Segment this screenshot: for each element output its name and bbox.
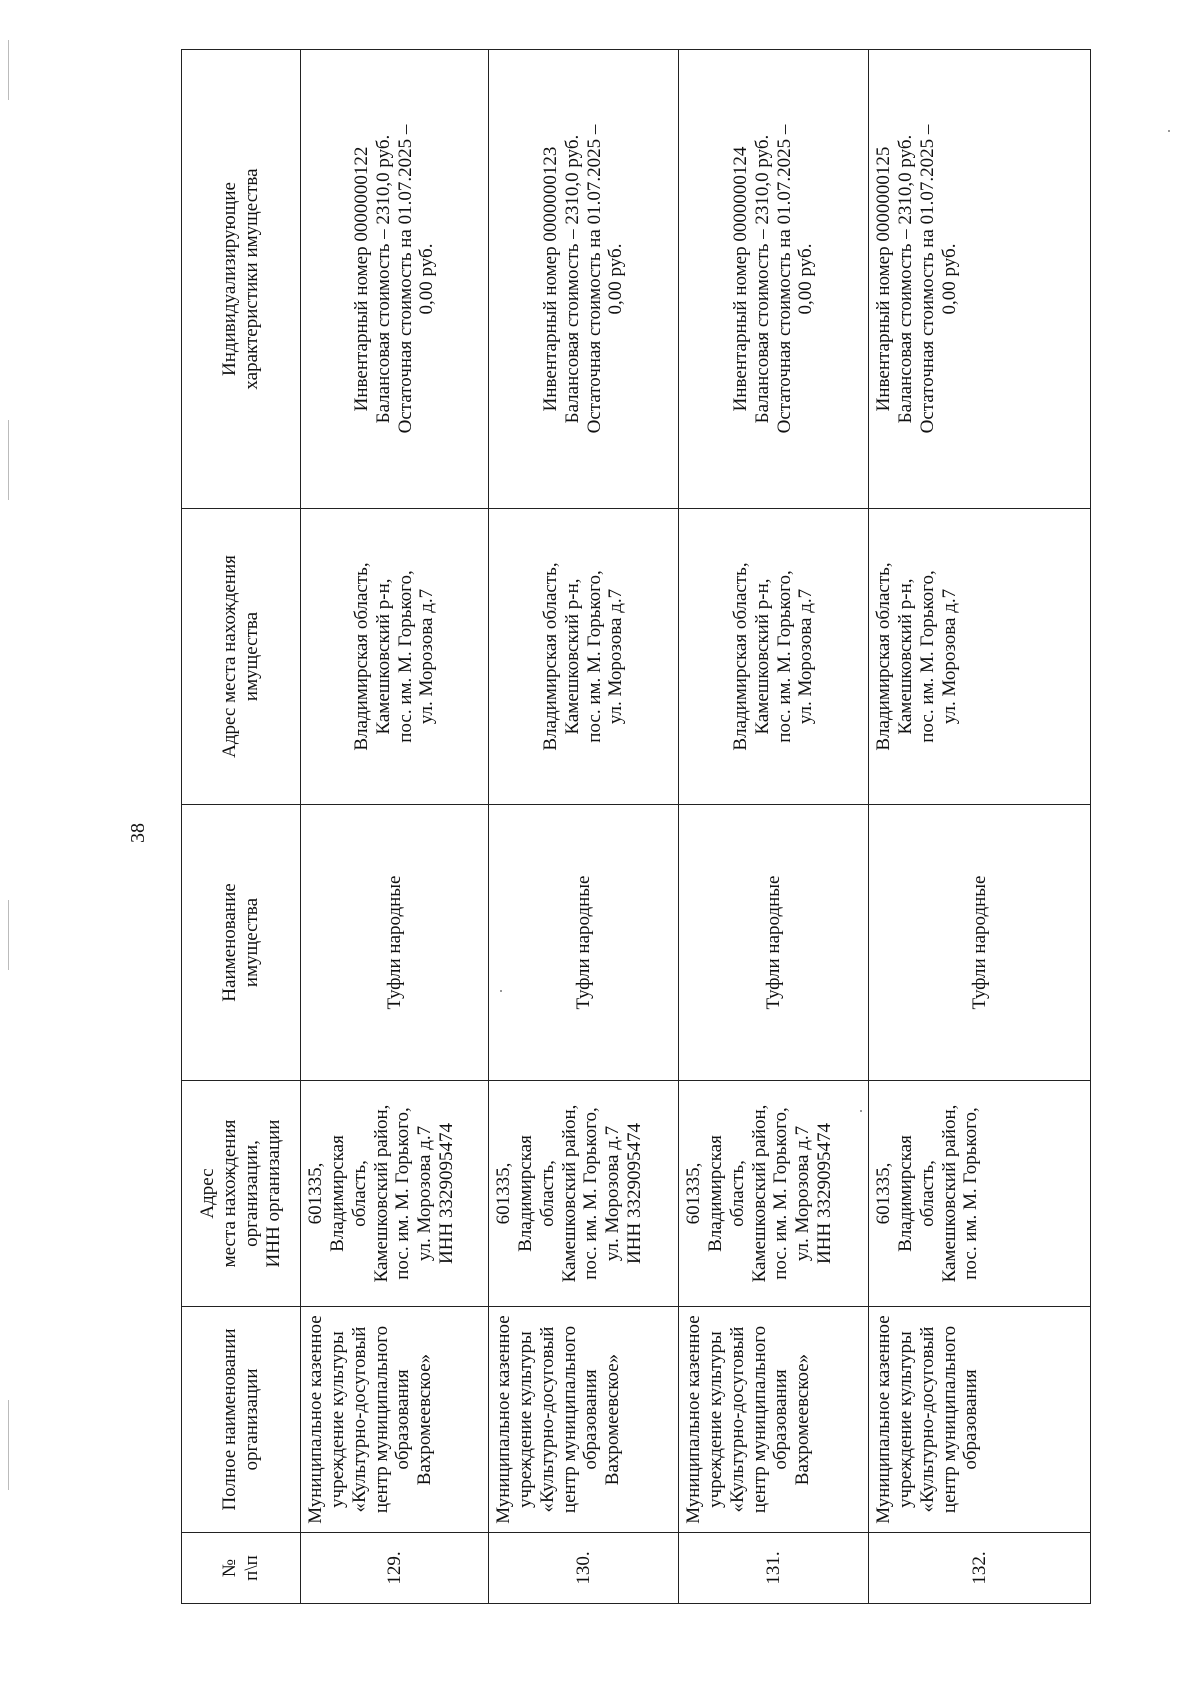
characteristics-cell: Инвентарный номер 0000000124 Балансовая стоимость – 2310,0 руб. Остаточная стоимость на 01.07.2025 – 0,00 руб. — [679, 50, 869, 509]
table-row — [489, 50, 679, 1604]
scan-edge-mark — [8, 420, 9, 500]
org-name-cell: Муниципальное казенное учреждение культуры «Культурно-досуговый центр муниципального образования Вахромеевское» — [489, 1307, 679, 1533]
org-name-cell: Муниципальное казенное учреждение культуры «Культурно-досуговый центр муниципального образования Вахромеевское» — [679, 1307, 869, 1533]
org-address-cell: 601335, Владимирская область, Камешковский район, пос. им. М. Горького, ул. Морозова д.7 ИНН 3329095474 — [489, 1081, 679, 1307]
row-number: 132. — [869, 1533, 1091, 1604]
row-number: 129. — [301, 1533, 489, 1604]
property-name-cell: Туфли народные — [489, 805, 679, 1081]
org-name-cell: Муниципальное казенное учреждение культуры «Культурно-досуговый центр муниципального образования — [869, 1307, 1091, 1533]
property-address-cell: Владимирская область, Камешковский р-н, пос. им. М. Горького, ул. Морозова д.7 — [869, 509, 1091, 805]
scan-speck — [1168, 130, 1170, 132]
header-property-name: Наименование имущества — [182, 805, 301, 1081]
org-address-cell: 601335, Владимирская область, Камешковский район, пос. им. М. Горького, ул. Морозова д.7 ИНН 3329095474 — [301, 1081, 489, 1307]
scan-edge-mark — [8, 900, 9, 970]
org-name-cell: Муниципальное казенное учреждение культуры «Культурно-досуговый центр муниципального образования Вахромеевское» — [301, 1307, 489, 1533]
rotated-table-container — [181, 50, 1081, 1604]
row-number: 130. — [489, 1533, 679, 1604]
scan-edge-mark — [8, 40, 9, 100]
header-number: № п\п — [182, 1533, 301, 1604]
property-name-cell: Туфли народные — [301, 805, 489, 1081]
table-row — [301, 50, 489, 1604]
property-name-cell: Туфли народные — [869, 805, 1091, 1081]
table-row — [869, 50, 1091, 1604]
property-address-cell: Владимирская область, Камешковский р-н, пос. им. М. Горького, ул. Морозова д.7 — [489, 509, 679, 805]
table-row — [679, 50, 869, 1604]
property-address-cell: Владимирская область, Камешковский р-н, пос. им. М. Горького, ул. Морозова д.7 — [679, 509, 869, 805]
property-address-cell: Владимирская область, Камешковский р-н, пос. им. М. Горького, ул. Морозова д.7 — [301, 509, 489, 805]
characteristics-cell: Инвентарный номер 0000000125 Балансовая стоимость – 2310,0 руб. Остаточная стоимость на 01.07.2025 – 0,00 руб. — [869, 50, 1091, 509]
header-characteristics: Индивидуализирующие характеристики имущества — [182, 50, 301, 509]
org-address-cell: 601335, Владимирская область, Камешковский район, пос. им. М. Горького, ул. Морозова д.7 ИНН 3329095474 — [679, 1081, 869, 1307]
org-address-cell: 601335, Владимирская область, Камешковский район, пос. им. М. Горького, — [869, 1081, 1091, 1307]
property-table — [181, 49, 1091, 1604]
characteristics-cell: Инвентарный номер 0000000123 Балансовая стоимость – 2310,0 руб. Остаточная стоимость на 01.07.2025 – 0,00 руб. — [489, 50, 679, 509]
property-name-cell: Туфли народные — [679, 805, 869, 1081]
header-org-name: Полное наименовании организации — [182, 1307, 301, 1533]
page-number: 38 — [127, 823, 149, 843]
header-org-address: Адрес места нахождения организации, ИНН организации — [182, 1081, 301, 1307]
characteristics-cell: Инвентарный номер 0000000122 Балансовая стоимость – 2310,0 руб. Остаточная стоимость на 01.07.2025 – 0,00 руб. — [301, 50, 489, 509]
row-number: 131. — [679, 1533, 869, 1604]
header-property-address: Адрес места нахождения имущества — [182, 509, 301, 805]
table-header-row — [182, 50, 301, 1604]
scan-edge-mark — [8, 1400, 9, 1490]
